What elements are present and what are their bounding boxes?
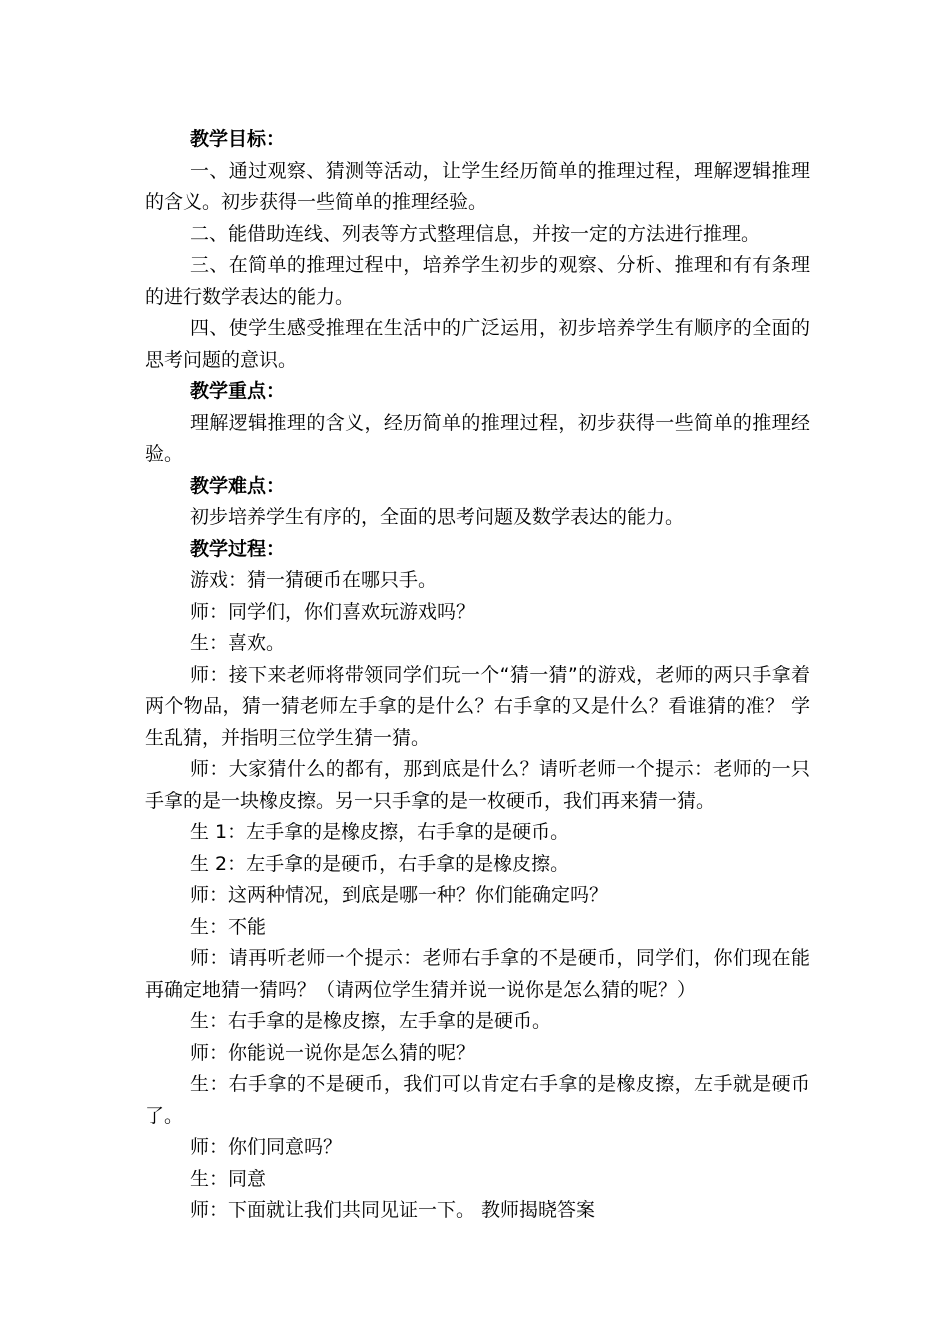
process-line: 师：同学们，你们喜欢玩游戏吗？ <box>190 600 476 623</box>
process-line: 师：请再听老师一个提示：老师右手拿的不是硬币，同学们，你们现在能再确定地猜一猜吗？（请两位学生猜并说一说你是怎么猜的呢？） <box>145 947 810 1001</box>
process-line: 生：喜欢。 <box>190 632 286 654</box>
process-line: 师：你能说一说你是怎么猜的呢？ <box>190 1041 476 1064</box>
process-line: 游戏：猜一猜硬币在哪只手。 <box>190 569 438 591</box>
process-line: 生 1：左手拿的是橡皮擦，右手拿的是硬币。 <box>190 821 570 843</box>
objective-paragraph-4: 四、使学生感受推理在生活中的广泛运用，初步培养学生有顺序的全面的思考问题的意识。 <box>145 317 810 371</box>
process-line: 生：右手拿的不是硬币，我们可以肯定右手拿的是橡皮擦，左手就是硬币了。 <box>145 1073 810 1127</box>
process-line: 师：下面就让我们共同见证一下。 教师揭晓答案 <box>190 1199 596 1221</box>
process-line: 生：右手拿的是橡皮擦，左手拿的是硬币。 <box>190 1010 552 1032</box>
process-line: 师：接下来老师将带领同学们玩一个“猜一猜”的游戏，老师的两只手拿着两个物品，猜一猜老师左手拿的是什么？右手拿的又是什么？看谁猜的准？ 学生乱猜，并指明三位学生猜一猜。 <box>145 663 810 749</box>
process-line: 师：大家猜什么的都有，那到底是什么？请听老师一个提示：老师的一只手拿的是一块橡皮擦。另一只手拿的是一枚硬币，我们再来猜一猜。 <box>145 758 810 812</box>
process-line: 生：不能 <box>190 915 267 938</box>
objective-paragraph-1: 一、通过观察、猜测等活动，让学生经历简单的推理过程，理解逻辑推理的含义。初步获得一些简单的推理经验。 <box>145 159 810 213</box>
process-line: 生 2：左手拿的是硬币，右手拿的是橡皮擦。 <box>190 852 570 875</box>
difficulty-paragraph: 初步培养学生有序的，全面的思考问题及数学表达的能力。 <box>190 506 685 528</box>
objective-paragraph-2: 二、能借助连线、列表等方式整理信息，并按一定的方法进行推理。 <box>190 222 761 245</box>
objective-paragraph-3: 三、在简单的推理过程中，培养学生初步的观察、分析、推理和有有条理的进行数学表达的能力。 <box>145 254 810 308</box>
process-line: 生：同意 <box>190 1167 267 1190</box>
document-page <box>145 124 810 1227</box>
section-heading-process: 教学过程： <box>190 537 286 560</box>
section-heading-key-points: 教学重点： <box>190 380 286 402</box>
section-heading-difficulties: 教学难点： <box>190 474 286 497</box>
section-heading-objectives: 教学目标： <box>190 128 286 150</box>
key-point-paragraph: 理解逻辑推理的含义，经历简单的推理过程，初步获得一些简单的推理经验。 <box>145 411 810 465</box>
process-line: 师：这两种情况，到底是哪一种？你们能确定吗？ <box>190 884 609 906</box>
process-line: 师：你们同意吗？ <box>190 1136 343 1158</box>
